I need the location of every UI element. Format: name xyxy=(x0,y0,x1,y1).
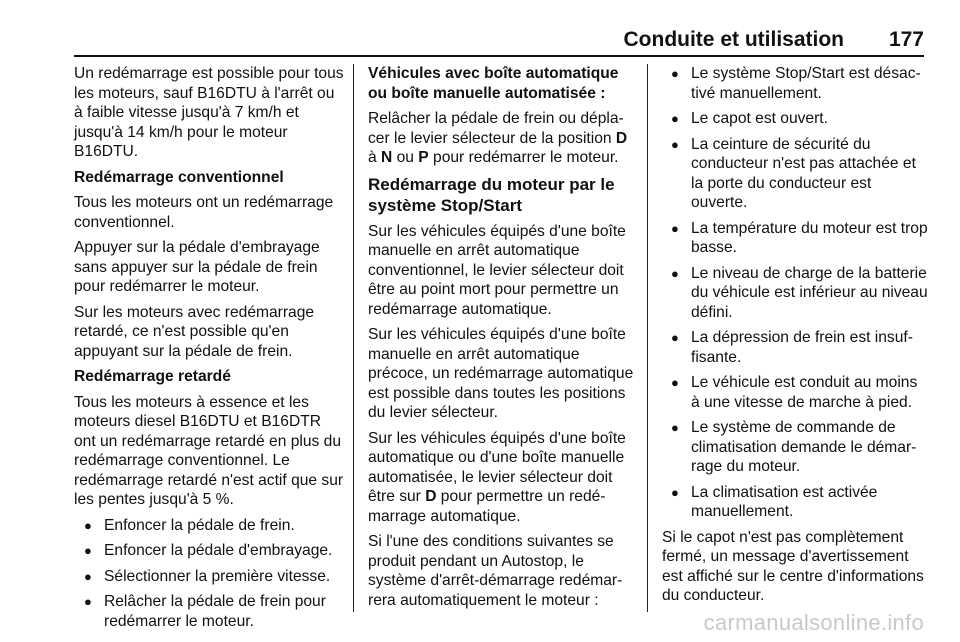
bullet-list xyxy=(74,516,344,632)
page-number: 177 xyxy=(888,28,924,51)
subheading-automatic-gearbox: Véhicules avec boîte automatique ou boîte manuelle automatisée : xyxy=(368,65,619,102)
list-item: ● La dépression de frein est insuffisante. xyxy=(671,329,913,366)
list-item: ● Relâcher la pédale de frein pour redémarrer le moteur. xyxy=(84,593,326,630)
list-item: ● La ceinture de sécurité du conducteur n'est pas attachée et la porte du conducteur est ouverte. xyxy=(671,135,916,211)
paragraph: Tous les moteurs ont un redémarrage conventionnel. xyxy=(74,194,334,231)
paragraph: Relâcher la pédale de frein ou déplacer le levier sélecteur de la position D à N ou P pour redémarrer le moteur. xyxy=(368,110,628,166)
gear-position-d: D xyxy=(615,129,628,147)
section-heading: Redémarrage du moteur par le système Stop/Start xyxy=(368,174,615,215)
bullet-icon: ● xyxy=(84,543,92,558)
paragraph: Sur les moteurs avec redémarrage retardé, ce n'est possible qu'en appuyant sur la pédale de frein. xyxy=(74,303,315,360)
subheading-conventional-restart: Redémarrage conventionnel xyxy=(74,168,284,186)
gear-position-p: P xyxy=(418,149,429,166)
paragraph: Sur les véhicules équipés d'une boîte manuelle en arrêt automatique précoce, un redémarrage automatique est possible dans toutes les positions du levier sélecteur. xyxy=(368,326,634,421)
column-2 xyxy=(368,64,636,616)
column-1 xyxy=(74,64,344,637)
bullet-icon: ● xyxy=(671,136,679,152)
column-divider xyxy=(647,64,648,612)
bullet-icon: ● xyxy=(84,517,92,533)
list-item: ● Sélectionner la première vitesse. xyxy=(84,567,331,585)
bullet-icon: ● xyxy=(671,265,679,281)
column-3 xyxy=(662,64,928,612)
list-item: ● Le véhicule est conduit au moins à une vitesse de marche à pied. xyxy=(671,374,918,411)
list-item: ● Le système de commande de climatisation demande le démarrage du moteur. xyxy=(671,419,917,475)
list-item: ● Le capot est ouvert. xyxy=(671,110,828,127)
list-item: ● Le système Stop/Start est désactivé manuellement. xyxy=(671,65,921,102)
gear-position-n: N xyxy=(381,149,393,166)
paragraph: Si le capot n'est pas complètement fermé, un message d'avertissement est affiché sur le centre d'informations du conducteur. xyxy=(662,528,924,604)
paragraph: Sur les véhicules équipés d'une boîte manuelle en arrêt automatique conventionnel, le levier sélecteur doit être au point mort pour permettre un redémarrage automatique. xyxy=(368,222,626,318)
bullet-icon: ● xyxy=(671,220,679,236)
bullet-icon: ● xyxy=(671,375,679,390)
bullet-icon: ● xyxy=(671,66,679,81)
bullet-icon: ● xyxy=(84,568,92,584)
bullet-icon: ● xyxy=(671,484,679,500)
watermark: carmanualsonline.info xyxy=(703,610,924,635)
bullet-icon: ● xyxy=(84,594,92,609)
bullet-list xyxy=(662,64,928,522)
page-header xyxy=(0,0,960,56)
gear-position-d: D xyxy=(425,488,437,505)
list-item: ● Enfoncer la pédale de frein. xyxy=(84,516,295,534)
subheading-delayed-restart: Redémarrage retardé xyxy=(74,368,231,385)
bullet-icon: ● xyxy=(671,330,679,345)
column-divider xyxy=(353,64,354,612)
bullet-icon: ● xyxy=(671,111,679,126)
paragraph: Appuyer sur la pédale d'embrayage sans appuyer sur la pédale de frein pour redémarrer le moteur. xyxy=(74,239,320,295)
list-item: ● Enfoncer la pédale d'embrayage. xyxy=(84,542,333,559)
paragraph: Tous les moteurs à essence et les moteurs diesel B16DTU et B16DTR ont un redémarrage retardé en plus du redémarrage conventionnel. Le redémarrage retardé n'est actif que sur les pentes jusqu'à 5 %. xyxy=(74,393,344,508)
list-item: ● La climatisation est activée manuellement. xyxy=(671,483,878,520)
list-item: ● La température du moteur est trop basse. xyxy=(671,219,928,256)
paragraph: Sur les véhicules équipés d'une boîte automatique ou d'une boîte manuelle automatisée, le levier sélecteur doit être sur D pour permettre un redémarrage automatique. xyxy=(368,429,626,525)
page-title: Conduite et utilisation xyxy=(623,28,844,51)
bullet-icon: ● xyxy=(671,420,679,435)
paragraph: Un redémarrage est possible pour tous les moteurs, sauf B16DTU à l'arrêt ou à faible vitesse jusqu'à 7 km/h et jusqu'à 14 km/h pour le moteur B16DTU. xyxy=(74,65,344,160)
header-rule xyxy=(74,55,924,57)
list-item: ● Le niveau de charge de la batterie du véhicule est inférieur au niveau défini. xyxy=(671,264,928,321)
paragraph: Si l'une des conditions suivantes se produit pendant un Autostop, le système d'arrêt-démarrage redémarrera automatiquement le moteur : xyxy=(368,533,623,609)
